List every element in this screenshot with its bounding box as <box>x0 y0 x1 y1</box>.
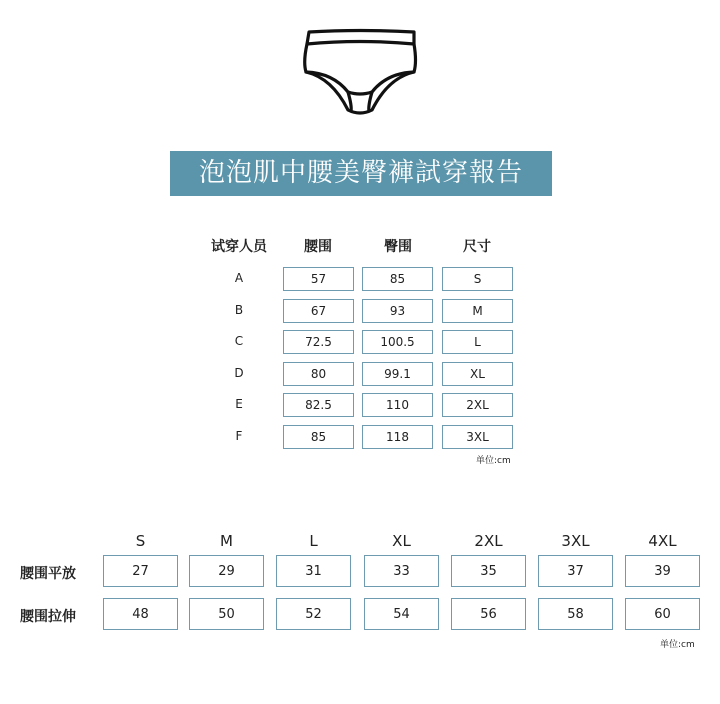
size-cell: 35 <box>451 555 526 587</box>
size-row-label: 腰围平放 <box>20 566 76 582</box>
trial-cell-size: S <box>442 267 513 291</box>
page-title: 泡泡肌中腰美臀褲試穿報告 <box>170 151 552 196</box>
trial-cell-waist: 67 <box>283 299 354 323</box>
size-cell: 31 <box>276 555 351 587</box>
size-cell: 29 <box>189 555 264 587</box>
size-cell: 37 <box>538 555 613 587</box>
trial-header-3: 尺寸 <box>463 239 491 255</box>
size-cell: 48 <box>103 598 178 630</box>
trial-cell-hip: 99.1 <box>362 362 433 386</box>
size-header-1: M <box>220 532 233 550</box>
trial-cell-size: L <box>442 330 513 354</box>
size-cell: 52 <box>276 598 351 630</box>
size-header-5: 3XL <box>561 532 590 550</box>
size-chart-unit-label: 单位:cm <box>660 640 695 650</box>
trial-row-label: D <box>234 365 244 380</box>
trial-cell-waist: 85 <box>283 425 354 449</box>
size-row-label: 腰围拉伸 <box>20 609 76 625</box>
trial-cell-size: 2XL <box>442 393 513 417</box>
size-cell: 39 <box>625 555 700 587</box>
size-header-4: 2XL <box>474 532 503 550</box>
trial-row-label: A <box>234 271 244 285</box>
trial-cell-waist: 72.5 <box>283 330 354 354</box>
trial-header-2: 臀围 <box>384 239 412 255</box>
size-header-2: L <box>309 532 318 550</box>
size-header-0: S <box>135 532 146 550</box>
trial-cell-size: M <box>442 299 513 323</box>
trial-cell-waist: 57 <box>283 267 354 291</box>
trial-row-label: C <box>234 334 244 348</box>
size-cell: 58 <box>538 598 613 630</box>
trial-cell-hip: 118 <box>362 425 433 449</box>
size-header-6: 4XL <box>648 532 677 550</box>
trial-header-0: 试穿人员 <box>211 239 267 255</box>
underwear-icon <box>300 22 420 122</box>
size-header-3: XL <box>392 532 411 550</box>
size-cell: 56 <box>451 598 526 630</box>
trial-cell-hip: 93 <box>362 299 433 323</box>
size-cell: 54 <box>364 598 439 630</box>
trial-cell-size: XL <box>442 362 513 386</box>
trial-cell-hip: 100.5 <box>362 330 433 354</box>
trial-cell-waist: 80 <box>283 362 354 386</box>
trial-header-1: 腰围 <box>304 239 332 255</box>
trial-cell-hip: 110 <box>362 393 433 417</box>
trial-cell-waist: 82.5 <box>283 393 354 417</box>
trial-cell-hip: 85 <box>362 267 433 291</box>
size-cell: 60 <box>625 598 700 630</box>
trial-cell-size: 3XL <box>442 425 513 449</box>
size-cell: 50 <box>189 598 264 630</box>
size-cell: 27 <box>103 555 178 587</box>
trial-row-label: F <box>235 428 243 443</box>
trial-row-label: B <box>234 302 244 317</box>
trial-row-label: E <box>235 397 243 411</box>
trial-unit-label: 单位:cm <box>476 456 511 466</box>
size-cell: 33 <box>364 555 439 587</box>
